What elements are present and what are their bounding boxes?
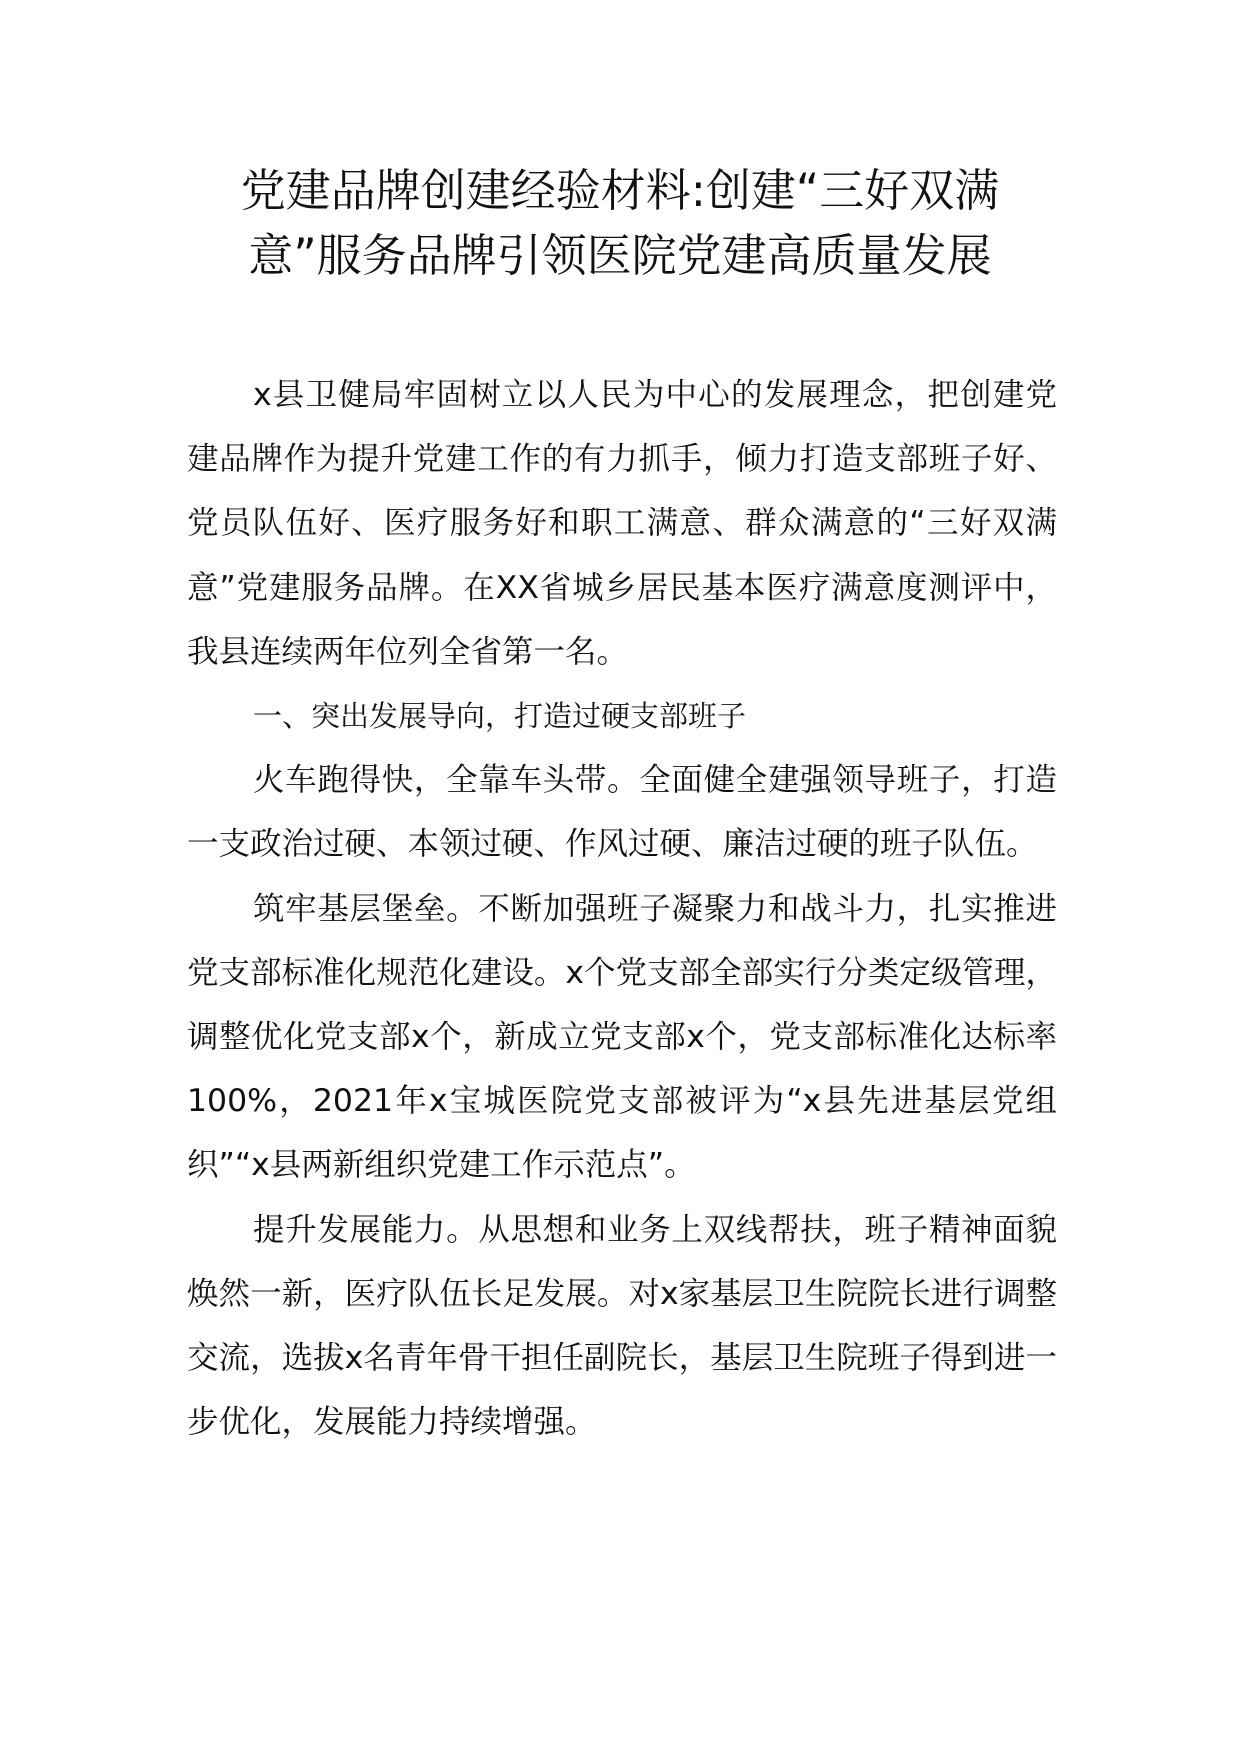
document-body	[187, 363, 1057, 1454]
paragraph-intro: x县卫健局牢固树立以人民为中心的发展理念，把创建党建品牌作为提升党建工作的有力抓手，倾力打造支部班子好、党员队伍好、医疗服务好和职工满意、群众满意的“三好双满意”党建服务品牌。在XX省城乡居民基本医疗满意度测评中，我县连续两年位列全省第一名。	[187, 377, 1057, 670]
document-title	[150, 158, 1090, 288]
title-line-2: 意”服务品牌引领医院党建高质量发展	[248, 229, 992, 282]
paragraph-leadership: 火车跑得快，全靠车头带。全面健全建强领导班子，打造一支政治过硬、本领过硬、作风过硬、廉洁过硬的班子队伍。	[187, 762, 1057, 863]
section-heading-1: 一、突出发展导向，打造过硬支部班子	[253, 699, 747, 734]
paragraph-capacity: 提升发展能力。从思想和业务上双线帮扶，班子精神面貌焕然一新，医疗队伍长足发展。对x家基层卫生院院长进行调整交流，选拔x名青年骨干担任副院长，基层卫生院班子得到进一步优化，发展能力持续增强。	[187, 1211, 1057, 1441]
paragraph-grassroots: 筑牢基层堡垒。不断加强班子凝聚力和战斗力，扎实推进党支部标准化规范化建设。x个党支部全部实行分类定级管理，调整优化党支部x个，新成立党支部x个，党支部标准化达标率100%，2021年x宝城医院党支部被评为“x县先进基层党组织”“x县两新组织党建工作示范点”。	[187, 890, 1057, 1184]
title-line-1: 党建品牌创建经验材料:创建“三好双满	[240, 164, 1000, 217]
